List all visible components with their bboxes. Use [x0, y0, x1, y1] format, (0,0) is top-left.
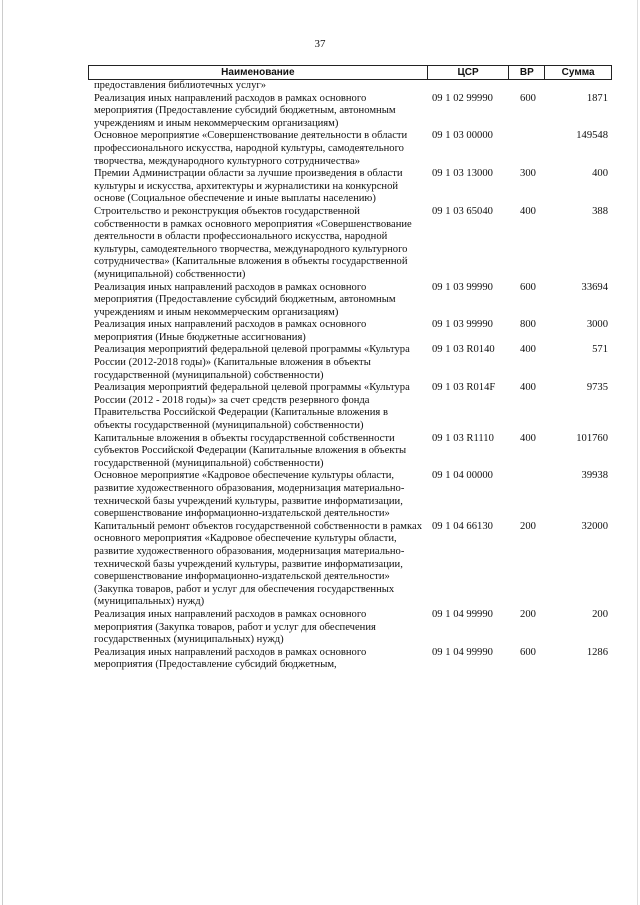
- row-csr: 09 1 03 13000: [432, 168, 493, 180]
- row-name: Премии Администрации области за лучшие произведения в области культуры и искусства, архитектуры и журналистики на конкурсной основе (Социальное обеспечение и иные выплаты населению): [94, 168, 403, 205]
- row-csr: 09 1 03 65040: [432, 205, 493, 217]
- row-vr: 800: [520, 319, 536, 331]
- row-csr: 09 1 03 99990: [432, 319, 493, 331]
- row-sum: 9735: [586, 382, 608, 394]
- row-csr: 09 1 03 R0140: [432, 344, 495, 356]
- table-body: [88, 80, 612, 672]
- row-vr: 400: [520, 432, 536, 444]
- table-row: [88, 93, 612, 131]
- table-row: [88, 433, 612, 471]
- row-name: Капитальные вложения в объекты государственной собственности субъектов Российской Федерации (Капитальные вложения в объекты государственной (муниципальной) собственности): [94, 432, 407, 469]
- row-name: Реализация мероприятий федеральной целевой программы «Культура России (2012 - 2018 годы)» за счет средств резервного фонда Правительства Российской Федерации (Капитальные вложения в объекты государственной (муниципальной) собственности): [94, 382, 410, 432]
- row-name: Реализация мероприятий федеральной целевой программы «Культура России (2012-2018 годы)» (Капитальные вложения в объекты государственной (муниципальной) собственности): [94, 344, 410, 381]
- row-vr: 200: [520, 608, 536, 620]
- row-vr: 400: [520, 344, 536, 356]
- row-sum: 571: [592, 344, 608, 356]
- row-vr: 600: [520, 646, 536, 658]
- row-sum: 388: [592, 205, 608, 217]
- row-csr: 09 1 03 99990: [432, 281, 493, 293]
- table-row: [88, 609, 612, 647]
- row-sum: 1286: [586, 646, 608, 658]
- table-row: [88, 319, 612, 344]
- header-sum: Сумма: [561, 67, 595, 78]
- page-number: 37: [314, 38, 326, 50]
- row-csr: 09 1 04 00000: [432, 470, 493, 482]
- row-vr: 600: [520, 92, 536, 104]
- row-name: Реализация иных направлений расходов в рамках основного мероприятия (Иные бюджетные ассигнования): [94, 319, 367, 343]
- row-csr: 09 1 04 66130: [432, 520, 493, 532]
- row-csr: 09 1 04 99990: [432, 646, 493, 658]
- row-name: Строительство и реконструкция объектов государственной собственности в рамках основного мероприятия «Совершенствование деятельности в области профессионального искусства, народной культуры, самодеятельного творчества, международного культурного сотрудничества» (Капитальные вложения в объекты государственной (муниципальной) собственности): [94, 205, 412, 280]
- table-row: [88, 282, 612, 320]
- row-vr: [510, 470, 546, 520]
- row-vr: 600: [520, 281, 536, 293]
- row-csr: 09 1 03 R1110: [432, 432, 494, 444]
- row-sum: 1871: [586, 92, 608, 104]
- row-name: Капитальный ремонт объектов государственной собственности в рамках основного мероприятия «Кадровое обеспечение культуры области, развитие художественного образования, модернизация материально-технической базы учреждений культуры, развитие информатизации, совершенствование информационно-издательской деятельности» (Закупка товаров, работ и услуг для обеспечения государственных (муниципальных) нужд): [94, 520, 422, 608]
- row-name: Основное мероприятие «Кадровое обеспечение культуры области, развитие художественного образования, модернизация материально-технической базы учреждений культуры, развитие информатизации, совершенствование информационно-издательской деятельности»: [94, 470, 405, 520]
- table-row: [88, 647, 612, 672]
- table-row: [88, 206, 612, 282]
- row-csr: 09 1 02 99990: [432, 92, 493, 104]
- row-vr: 400: [520, 205, 536, 217]
- row-sum: 39938: [581, 470, 608, 482]
- row-name: Реализация иных направлений расходов в рамках основного мероприятия (Закупка товаров, работ и услуг для обеспечения государственных (муниципальных) нужд): [94, 608, 376, 646]
- row-name: Основное мероприятие «Совершенствование деятельности в области профессионального искусства, народной культуры, самодеятельного творчества, международного культурного сотрудничества»: [94, 130, 408, 167]
- table-row: [88, 521, 612, 609]
- row-vr: 200: [520, 520, 536, 532]
- row-vr: 400: [520, 382, 536, 394]
- table-row: [88, 470, 612, 520]
- budget-table: [88, 65, 612, 672]
- row-csr: 09 1 04 99990: [432, 608, 493, 620]
- row-csr: 09 1 03 R014F: [432, 382, 496, 394]
- scan-edge-left: [2, 0, 3, 905]
- row-sum: 400: [592, 168, 608, 180]
- scan-edge-right: [637, 0, 638, 905]
- row-name: Реализация иных направлений расходов в рамках основного мероприятия (Предоставление субсидий бюджетным, автономным учреждениям и иным некоммерческим организациям): [94, 92, 396, 129]
- row-csr: 09 1 03 00000: [432, 130, 493, 142]
- row-vr: [510, 130, 546, 168]
- header-vr: ВР: [509, 66, 545, 79]
- table-row: [88, 382, 612, 432]
- table-row: [88, 168, 612, 206]
- row-sum: 32000: [581, 520, 608, 532]
- row-name: Реализация иных направлений расходов в рамках основного мероприятия (Предоставление субсидий бюджетным, автономным учреждениям и иным некоммерческим организациям): [94, 281, 396, 318]
- row-vr: 300: [520, 168, 536, 180]
- table-header: [88, 65, 612, 80]
- row-sum: 33694: [581, 281, 608, 293]
- table-row: [88, 344, 612, 382]
- row-csr: [428, 80, 510, 93]
- row-sum: 101760: [576, 432, 608, 444]
- header-csr: ЦСР: [428, 66, 510, 79]
- table-row: [88, 80, 612, 93]
- row-sum: 149548: [576, 130, 608, 142]
- row-name: Реализация иных направлений расходов в рамках основного мероприятия (Предоставление субсидий бюджетным,: [94, 646, 367, 671]
- row-sum: [546, 80, 612, 93]
- row-name: предоставления библиотечных услуг»: [94, 80, 267, 91]
- row-vr: [510, 80, 546, 93]
- table-row: [88, 130, 612, 168]
- header-name: Наименование: [89, 66, 428, 79]
- row-sum: 3000: [586, 319, 608, 331]
- row-sum: 200: [592, 608, 608, 620]
